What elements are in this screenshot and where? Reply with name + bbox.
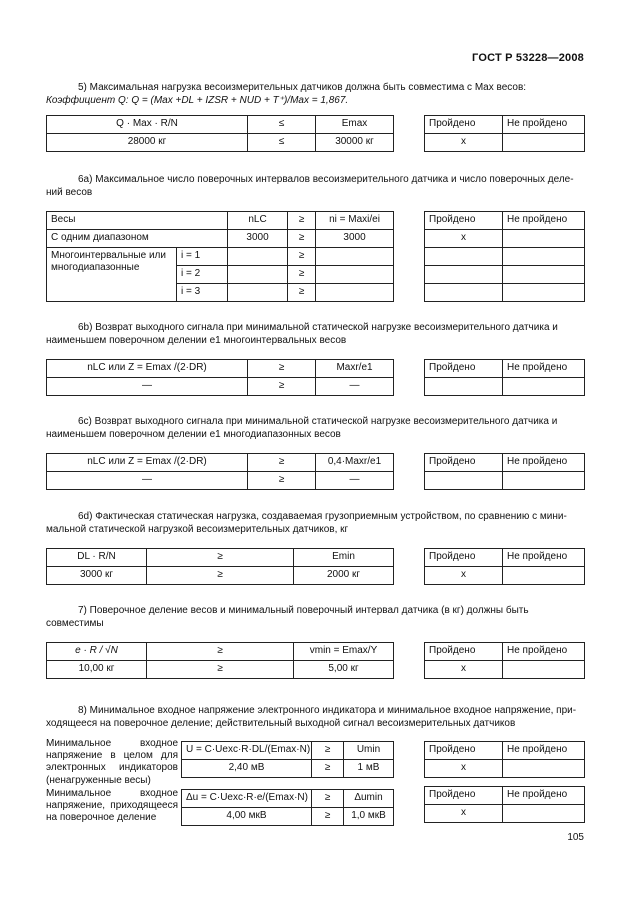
section-8-result-2: Пройдено Не пройдено x <box>424 786 585 823</box>
section-5-text: 5) Максимальная нагрузка весоизмерительных датчиков должна быть совместима с Max весов: Коэффициент Q: Q = (Max +DL + IZSR + NUD + T⁺)/Max = 1,867. <box>46 82 527 106</box>
page-number: 105 <box>567 832 584 843</box>
section-8-note-2: Минимальное входное напряжение, приходящееся на поверочное деление <box>46 788 178 824</box>
section-6b-text: 6b) Возврат выходного сигнала при минимальной статической нагрузке весоизмерительного датчика и наименьшем поверочном делении e1 многоинтервальных весов <box>46 322 558 346</box>
section-6b-table: nLC или Z = Emax /(2·DR) ≥ Maxr/e1 — ≥ — <box>46 359 394 396</box>
section-6d-result: Пройдено Не пройдено x <box>424 548 585 585</box>
section-6d-table: DL · R/N ≥ Emin 3000 кг ≥ 2000 кг <box>46 548 394 585</box>
section-8-table-1: U = C·Uexc·R·DL/(Emax·N) ≥ Umin 2,40 мВ ≥ 1 мВ <box>181 741 394 778</box>
section-6a-text: 6a) Максимальное число поверочных интервалов весоизмерительного датчика и число поверочных деле- ний весов <box>46 174 574 198</box>
section-7-text: 7) Поверочное деление весов и минимальный поверочный интервал датчика (в кг) должны быть совместимы <box>46 605 529 629</box>
section-6c-result: Пройдено Не пройдено <box>424 453 585 490</box>
section-7-table: e · R / √N ≥ vmin = Emax/Y 10,00 кг ≥ 5,00 кг <box>46 642 394 679</box>
section-6a-table: Весы nLC ≥ ni = Maxi/ei С одним диапазоном 3000 ≥ 3000 Многоинтервальные или многодиапазонные i = 1 ≥ i = 2 ≥ i = 3 ≥ <box>46 211 394 302</box>
section-8-note-1: Минимальное входное напряжение в целом для электронных индикаторов (ненагруженные весы) <box>46 738 178 786</box>
section-8-result-1: Пройдено Не пройдено x <box>424 741 585 778</box>
document-header: ГОСТ Р 53228—2008 <box>472 52 584 64</box>
section-6b-result: Пройдено Не пройдено <box>424 359 585 396</box>
section-5-table: Q · Max · R/N ≤ Emax 28000 кг ≤ 30000 кг <box>46 115 394 152</box>
section-8-table-2: Δu = C·Uexc·R·e/(Emax·N) ≥ Δumin 4,00 мкВ ≥ 1,0 мкВ <box>181 789 394 826</box>
section-6c-table: nLC или Z = Emax /(2·DR) ≥ 0,4·Maxr/e1 — ≥ — <box>46 453 394 490</box>
section-7-result: Пройдено Не пройдено x <box>424 642 585 679</box>
section-5-result: Пройдено Не пройдено x <box>424 115 585 152</box>
section-6d-text: 6d) Фактическая статическая нагрузка, создаваемая грузоприемным устройством, по сравнению с мини- мальной статической нагрузкой весоизмерительных датчиков, кг <box>46 511 567 535</box>
section-6c-text: 6c) Возврат выходного сигнала при минимальной статической нагрузке весоизмерительного датчика и наименьшем поверочном делении e1 многодиапазонных весов <box>46 416 558 440</box>
section-6a-result: Пройдено Не пройдено x <box>424 211 585 302</box>
section-8-text: 8) Минимальное входное напряжение электронного индикатора и минимальное входное напряжение, при- ходящееся на поверочное деление; действительный выходной сигнал весоизмерительных датчиков <box>46 705 577 729</box>
